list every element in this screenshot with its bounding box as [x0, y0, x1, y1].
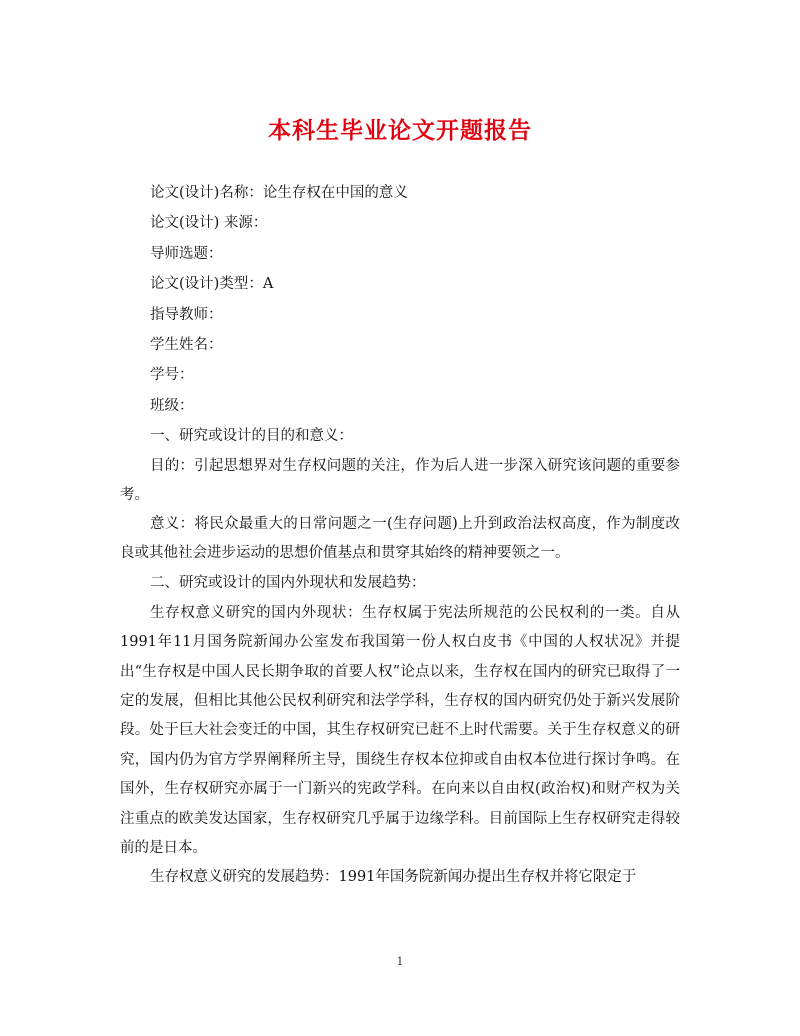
paragraph-purpose: 目的：引起思想界对生存权问题的关注，作为后人进一步深入研究该问题的重要参考。: [120, 457, 680, 503]
document-body: [120, 178, 680, 893]
paragraph-development-trend: 生存权意义研究的发展趋势：1991年国务院新闻办提出生存权并将它限定于: [150, 869, 637, 886]
field-thesis-type: 论文(设计)类型：A: [150, 276, 274, 293]
page-number: 1: [396, 955, 404, 968]
field-advisor: 指导教师：: [150, 306, 223, 323]
field-class: 班级：: [150, 397, 194, 414]
document-title: 本科生毕业论文开题报告: [268, 117, 532, 144]
section-heading-purpose: 一、研究或设计的目的和意义：: [150, 428, 353, 445]
field-thesis-source: 论文(设计) 来源：: [150, 215, 268, 232]
field-student-id: 学号：: [150, 367, 194, 384]
field-student-name: 学生姓名：: [150, 336, 223, 353]
field-advisor-topic: 导师选题：: [150, 245, 223, 262]
paragraph-significance: 意义：将民众最重大的日常问题之一(生存问题)上升到政治法权高度，作为制度改良或其他社会进步运动的思想价值基点和贯穿其始终的精神要领之一。: [120, 515, 680, 562]
field-thesis-name: 论文(设计)名称：论生存权在中国的意义: [150, 185, 408, 201]
paragraph-current-status: 生存权意义研究的国内外现状：生存权属于宪法所规范的公民权利的一类。自从1991年11月国务院新闻办公室发布我国第一份人权白皮书《中国的人权状况》并提出“生存权是中国人民长期争取的首要人权”论点以来，生存权在国内的研究已取得了一定的发展，但相比其他公民权利研究和法学学科，生存权的国内研究仍处于新兴发展阶段。处于巨大社会变迁的中国，其生存权研究已赶不上时代需要。关于生存权意义的研究，国内仍为官方学界阐释所主导，围绕生存权本位抑或自由权本位进行探讨争鸣。在国外，生存权研究亦属于一门新兴的宪政学科。在向来以自由权(政治权)和财产权为关注重点的欧美发达国家，生存权研究几乎属于边缘学科。目前国际上生存权研究走得较前的是日本。: [120, 604, 680, 856]
section-heading-status: 二、研究或设计的国内外现状和发展趋势：: [150, 575, 426, 592]
